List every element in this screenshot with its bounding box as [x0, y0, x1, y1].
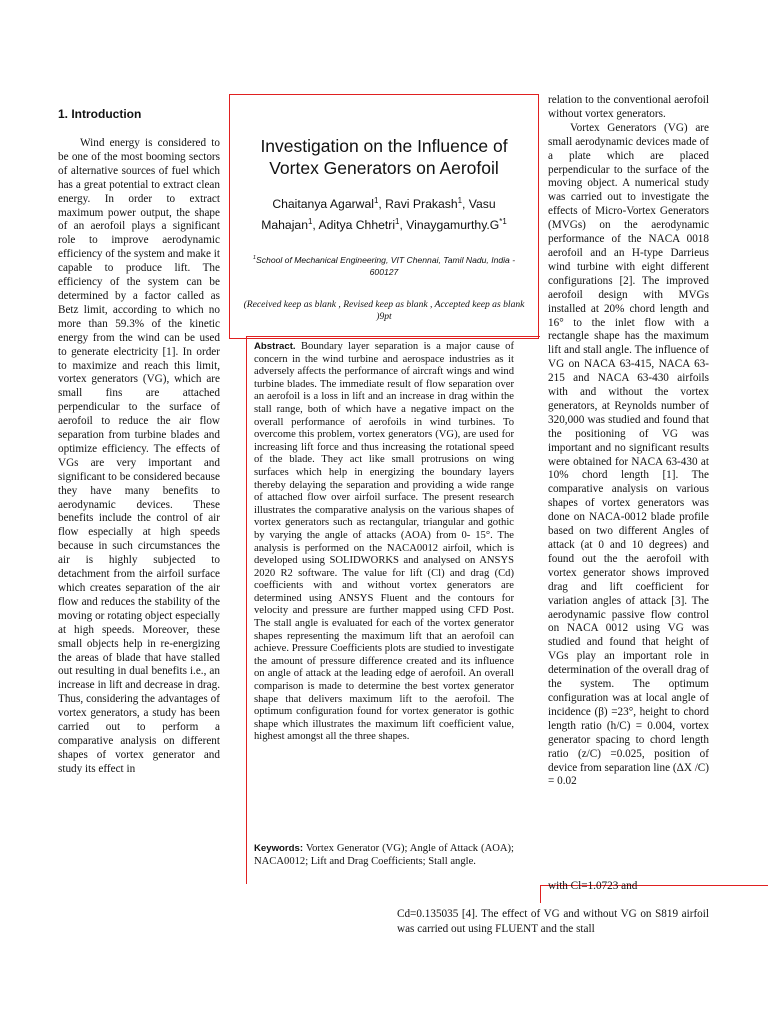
received-dates: (Received keep as blank , Revised keep as blank , Accepted keep as blank )9pt [243, 299, 525, 322]
intro-column [58, 137, 220, 777]
right-paragraph-1: relation to the conventional aerofoil without vortex generators. [548, 94, 709, 120]
author-mark: 1 [307, 217, 313, 227]
author-name: Mahajan [261, 218, 308, 233]
affiliation-text: School of Mechanical Engineering, VIT Chennai, Tamil Nadu, India - 600127 [256, 254, 516, 277]
affiliation [238, 252, 530, 278]
author-mark: 1 [457, 196, 463, 205]
paper-title [230, 135, 538, 179]
right-paragraph-2: Vortex Generators (VG) are small aerodynamic devices made of a plate which are placed perpendicular to the surface of the moving object. A numerical study was carried out to investigate the effects of Micro-Vortex Generators (MVGs) on the aerodynamic performance of the NACA 0018 aerofoil and an H-type Darrieus wind turbine with eight different configurations [2]. The improved aerofoil design with MVGs installed at 20% chord length and 16° to the inlet flow with a rectangle shape has the maximum lift and stall angle. The influence of VG on NACA 63-415, NACA 63-215 and NACA 63-430 airfoils with and without the vortex generators, at Reynolds number of 320,000 was studied and found that the positioning of VG was important and no significant results were obtained for NACA 63-430 at 10% chord length [1]. The comparative analysis on various shapes of vortex generators was done on NACA-0012 blade profile based on two different Angles of attack (at 0 and 10 degrees) and found out the the aerofoil with vortex generator shows improved drag and lift coefficient for variation angles of attack [3]. The aerodynamic passive flow control on NACA 0012 using VG was studied and found that height of VGs play an important role in determination of the overall drag of the system. The optimum configuration was at local angle of incidence (β) =23°, height to chord length ratio (h/C) = 0.004, vortex generator spacing to chord length ratio (z/C) =0.025, position of device from separation line (ΔX /C) = 0.02 [548, 121, 709, 788]
affiliation-mark: 1 [252, 255, 257, 261]
title-line-2: Vortex Generators on Aerofoil [269, 158, 499, 178]
author-mark: *1 [499, 217, 507, 227]
author-name: , Vinaygamurthy.G [399, 218, 500, 233]
author-name: , Vasu [462, 197, 496, 212]
title-line-1: Investigation on the Influence of [260, 136, 508, 156]
author-name: , Ravi Prakash [378, 197, 458, 212]
right-tail: with Cl=1.0723 and [548, 880, 638, 892]
abstract [254, 341, 514, 744]
intro-paragraph: Wind energy is considered to be one of the most booming sectors of alternative sources of fuel which has a great potential to extract clean energy. In order to extract maximum power output, the shape of an aerofoil plays a significant role to improve aerodynamic efficiency of the system and make it capable to produce lift. The efficiency of the system can be determined by a factor called as Betz limit, according to which no more than 59.3% of the kinetic energy from the wind can be used to generate electricity [1]. In order to maximize and reach this limit, vortex generators (VG), which are small fins are attached perpendicular to the surface of aerofoil to reduce the air flow separation from turbine blades and optimize efficiency. The effects of VGs are very important and significant to be considered because they have many benefits to aerodynamic devices. These benefits include the control of air flow especially at high speeds because in such circumstances the air is highly subjected to detachment from the airfoil surface which creates separation of the air flow and reduces the stability of the moving or rotating object especially at high speeds. Moreover, these small objects help in re-energizing the areas of blade that have stalled out resulting in dual benefits i.e., an increase in lift and decrease in drag. Thus, considering the advantages of vortex generators, a study has been carried out to perform a comparative analysis on different shapes of vortex generator and study its effect in [58, 137, 220, 775]
abstract-label: Abstract. [254, 341, 296, 352]
abstract-text: Boundary layer separation is a major cause of concern in the wind turbine and aerospace industries as it adversely affects the performance of aircraft wings and wind turbine blades. The immediate result of flow separation over an aerofoil is a loss in lift and an increase in drag within the stall range, both of which have a negative impact on the overall performance of aerofoils in wind turbines. To overcome this problem, vortex generators (VG), are used for increasing lift force and thus increasing the rotational speed of the blade. They act like small protrusions on wing surfaces which help in energizing the boundary layers thereby delaying the separation and providing a wide range of attached flow over airfoil surface. The present research illustrates the comparative analysis on the various shapes of vortex generators such as rectangular, triangular and gothic by varying the angle of attacks (AOA) from 0- 15°. The analysis is performed on the NACA0012 airfoil, which is developed using SOLIDWORKS and analysed on ANSYS 2020 R2 software. The value for lift (Cl) and drag (Cd) coefficients with and without vortex generators are determined using ANSYS Fluent and the contours for velocity and pressure are further mapped using CFD Post. The stall angle is evaluated for each of the vortex generator shapes representing the maximum lift that an aerofoil can achieve. Pressure Coefficients plots are studied to investigate the amount of pressure difference created and its influence on angle of attack at the leading edge of aerofoil. An overall comparison is made to determine the best vortex generator shape that delivers maximum lift to the aerofoil. The optimum configuration found for vortex generator is gothic shape which illustrates the maximum lift coefficient value, highest amongst all the three shapes. [254, 341, 514, 743]
keywords [254, 843, 514, 868]
author-mark: 1 [395, 217, 400, 227]
author-mark: 1 [373, 196, 379, 205]
title-box [229, 94, 539, 339]
right-column [548, 94, 709, 789]
keywords-label: Keywords: [254, 843, 304, 854]
author-name: , Aditya Chhetri [312, 218, 396, 233]
keywords-text: Vortex Generator (VG); Angle of Attack (AOA); NACA0012; Lift and Drag Coefficients; Stall angle. [254, 843, 514, 867]
section-heading: 1. Introduction [58, 107, 142, 121]
bottom-paragraph: Cd=0.135035 [4]. The effect of VG and without VG on S819 airfoil was carried out using FLUENT and the stall [397, 908, 709, 935]
author-list [236, 192, 532, 234]
author-name: Chaitanya Agarwal [272, 197, 374, 212]
